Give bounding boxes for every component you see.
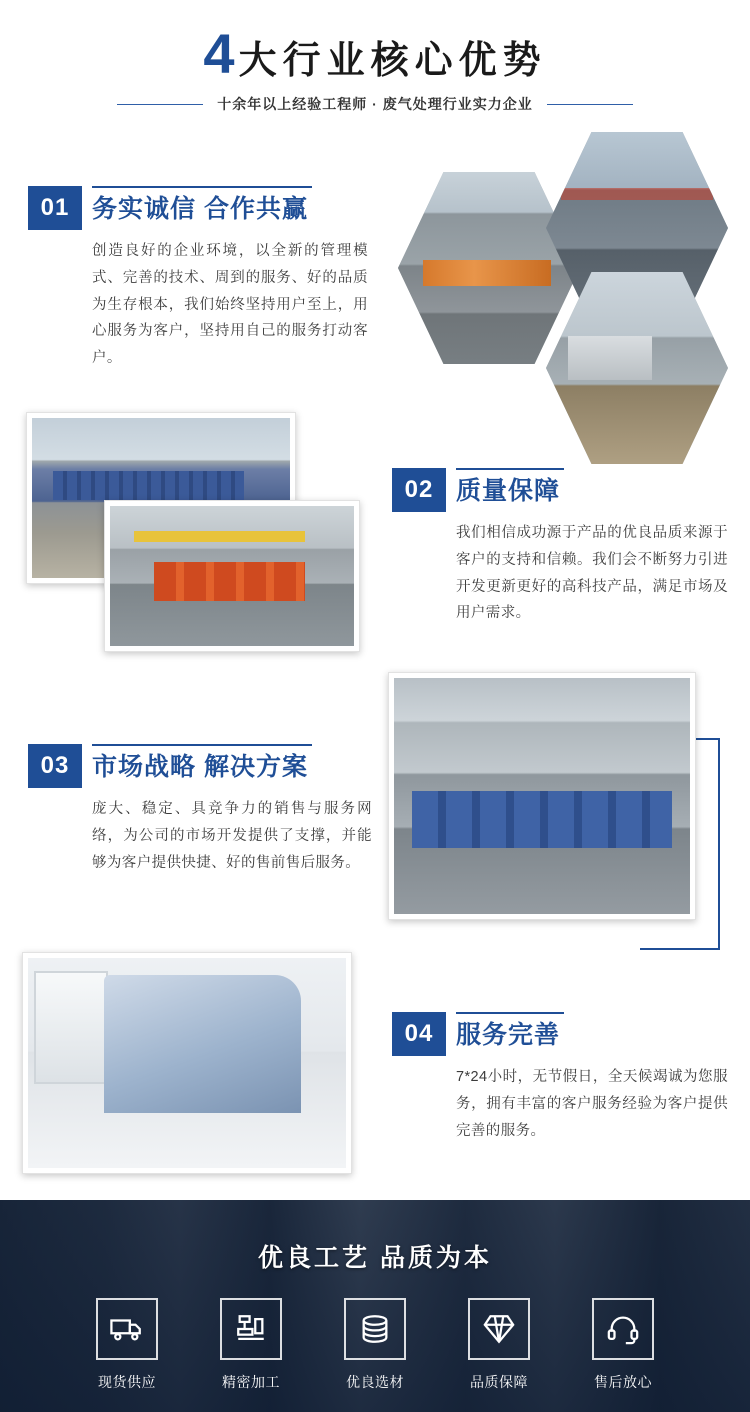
photo-hex-installation-image	[546, 268, 728, 468]
section-01-heading: 务实诚信 合作共赢	[92, 186, 312, 224]
section-03	[28, 744, 372, 876]
photo-hex-installation	[546, 268, 728, 468]
section-01-number: 01	[28, 186, 82, 230]
section-04-body: 7*24小时，无节假日，全天候竭诚为您服务，拥有丰富的客户服务经验为客户提供完善的服务。	[456, 1069, 728, 1139]
footer-item-supply	[82, 1298, 172, 1392]
footer-title: 优良工艺 品质为本	[258, 1244, 492, 1272]
section-01-body: 创造良好的企业环境，以全新的管理模式、完善的技术、周到的服务、好的品质为生存根本，我们始终坚持用户至上，用心服务为客户，坚持用自己的服务打动客户。	[92, 243, 368, 367]
footer-item-aftersales-label: 售后放心	[594, 1374, 652, 1390]
headset-icon	[592, 1298, 654, 1360]
divider-left	[117, 104, 203, 105]
photo-spray-booth	[388, 672, 696, 920]
section-04-number: 04	[392, 1012, 446, 1056]
section-04-heading: 服务完善	[456, 1012, 564, 1050]
section-04-heading-row	[392, 1012, 728, 1056]
header-subtitle: 十余年以上经验工程师 · 废气处理行业实力企业	[217, 96, 533, 112]
section-01	[28, 186, 368, 372]
footer-item-aftersales	[578, 1298, 668, 1392]
section-04	[392, 1012, 728, 1144]
photo-hex-equipment	[398, 168, 580, 368]
layers-icon	[344, 1298, 406, 1360]
photo-customer-service	[22, 952, 352, 1174]
section-03-body: 庞大、稳定、具竞争力的销售与服务网络，为公司的市场开发提供了支撑，并能够为客户提供快捷、好的售前售后服务。	[92, 801, 372, 871]
header-number: 4	[203, 22, 235, 85]
footer-item-machining	[206, 1298, 296, 1392]
footer-banner	[0, 1200, 750, 1412]
photo-catalytic-furnace	[104, 500, 360, 652]
page-header	[0, 0, 750, 114]
header-subtitle-row	[0, 94, 750, 114]
divider-right	[547, 104, 633, 105]
footer-item-quality-label: 品质保障	[470, 1374, 528, 1390]
footer-item-machining-label: 精密加工	[222, 1374, 280, 1390]
footer-item-supply-label: 现货供应	[98, 1374, 156, 1390]
machine-icon	[220, 1298, 282, 1360]
section-02	[392, 468, 728, 627]
section-03-heading-row	[28, 744, 372, 788]
hexagon-photo-cluster	[398, 128, 728, 398]
photo-hex-equipment-image	[398, 168, 580, 368]
photo-spray-booth-image	[394, 678, 690, 914]
section-03-number: 03	[28, 744, 82, 788]
section-02-number: 02	[392, 468, 446, 512]
diamond-icon	[468, 1298, 530, 1360]
section-03-heading: 市场战略 解决方案	[92, 744, 312, 782]
section-02-heading-row	[392, 468, 728, 512]
section-02-heading: 质量保障	[456, 468, 564, 506]
page-title: 大行业核心优势	[238, 40, 547, 82]
footer-item-materials-label: 优良选材	[346, 1374, 404, 1390]
footer-item-materials	[330, 1298, 420, 1392]
photo-customer-service-image	[28, 958, 346, 1168]
header-title-row	[0, 22, 750, 85]
footer-feature-list	[0, 1298, 750, 1392]
photo-catalytic-furnace-image	[110, 506, 354, 646]
footer-item-quality	[454, 1298, 544, 1392]
section-01-heading-row	[28, 186, 368, 230]
section-02-body: 我们相信成功源于产品的优良品质来源于客户的支持和信赖。我们会不断努力引进开发更新更好的高科技产品，满足市场及用户需求。	[456, 525, 728, 622]
truck-icon	[96, 1298, 158, 1360]
